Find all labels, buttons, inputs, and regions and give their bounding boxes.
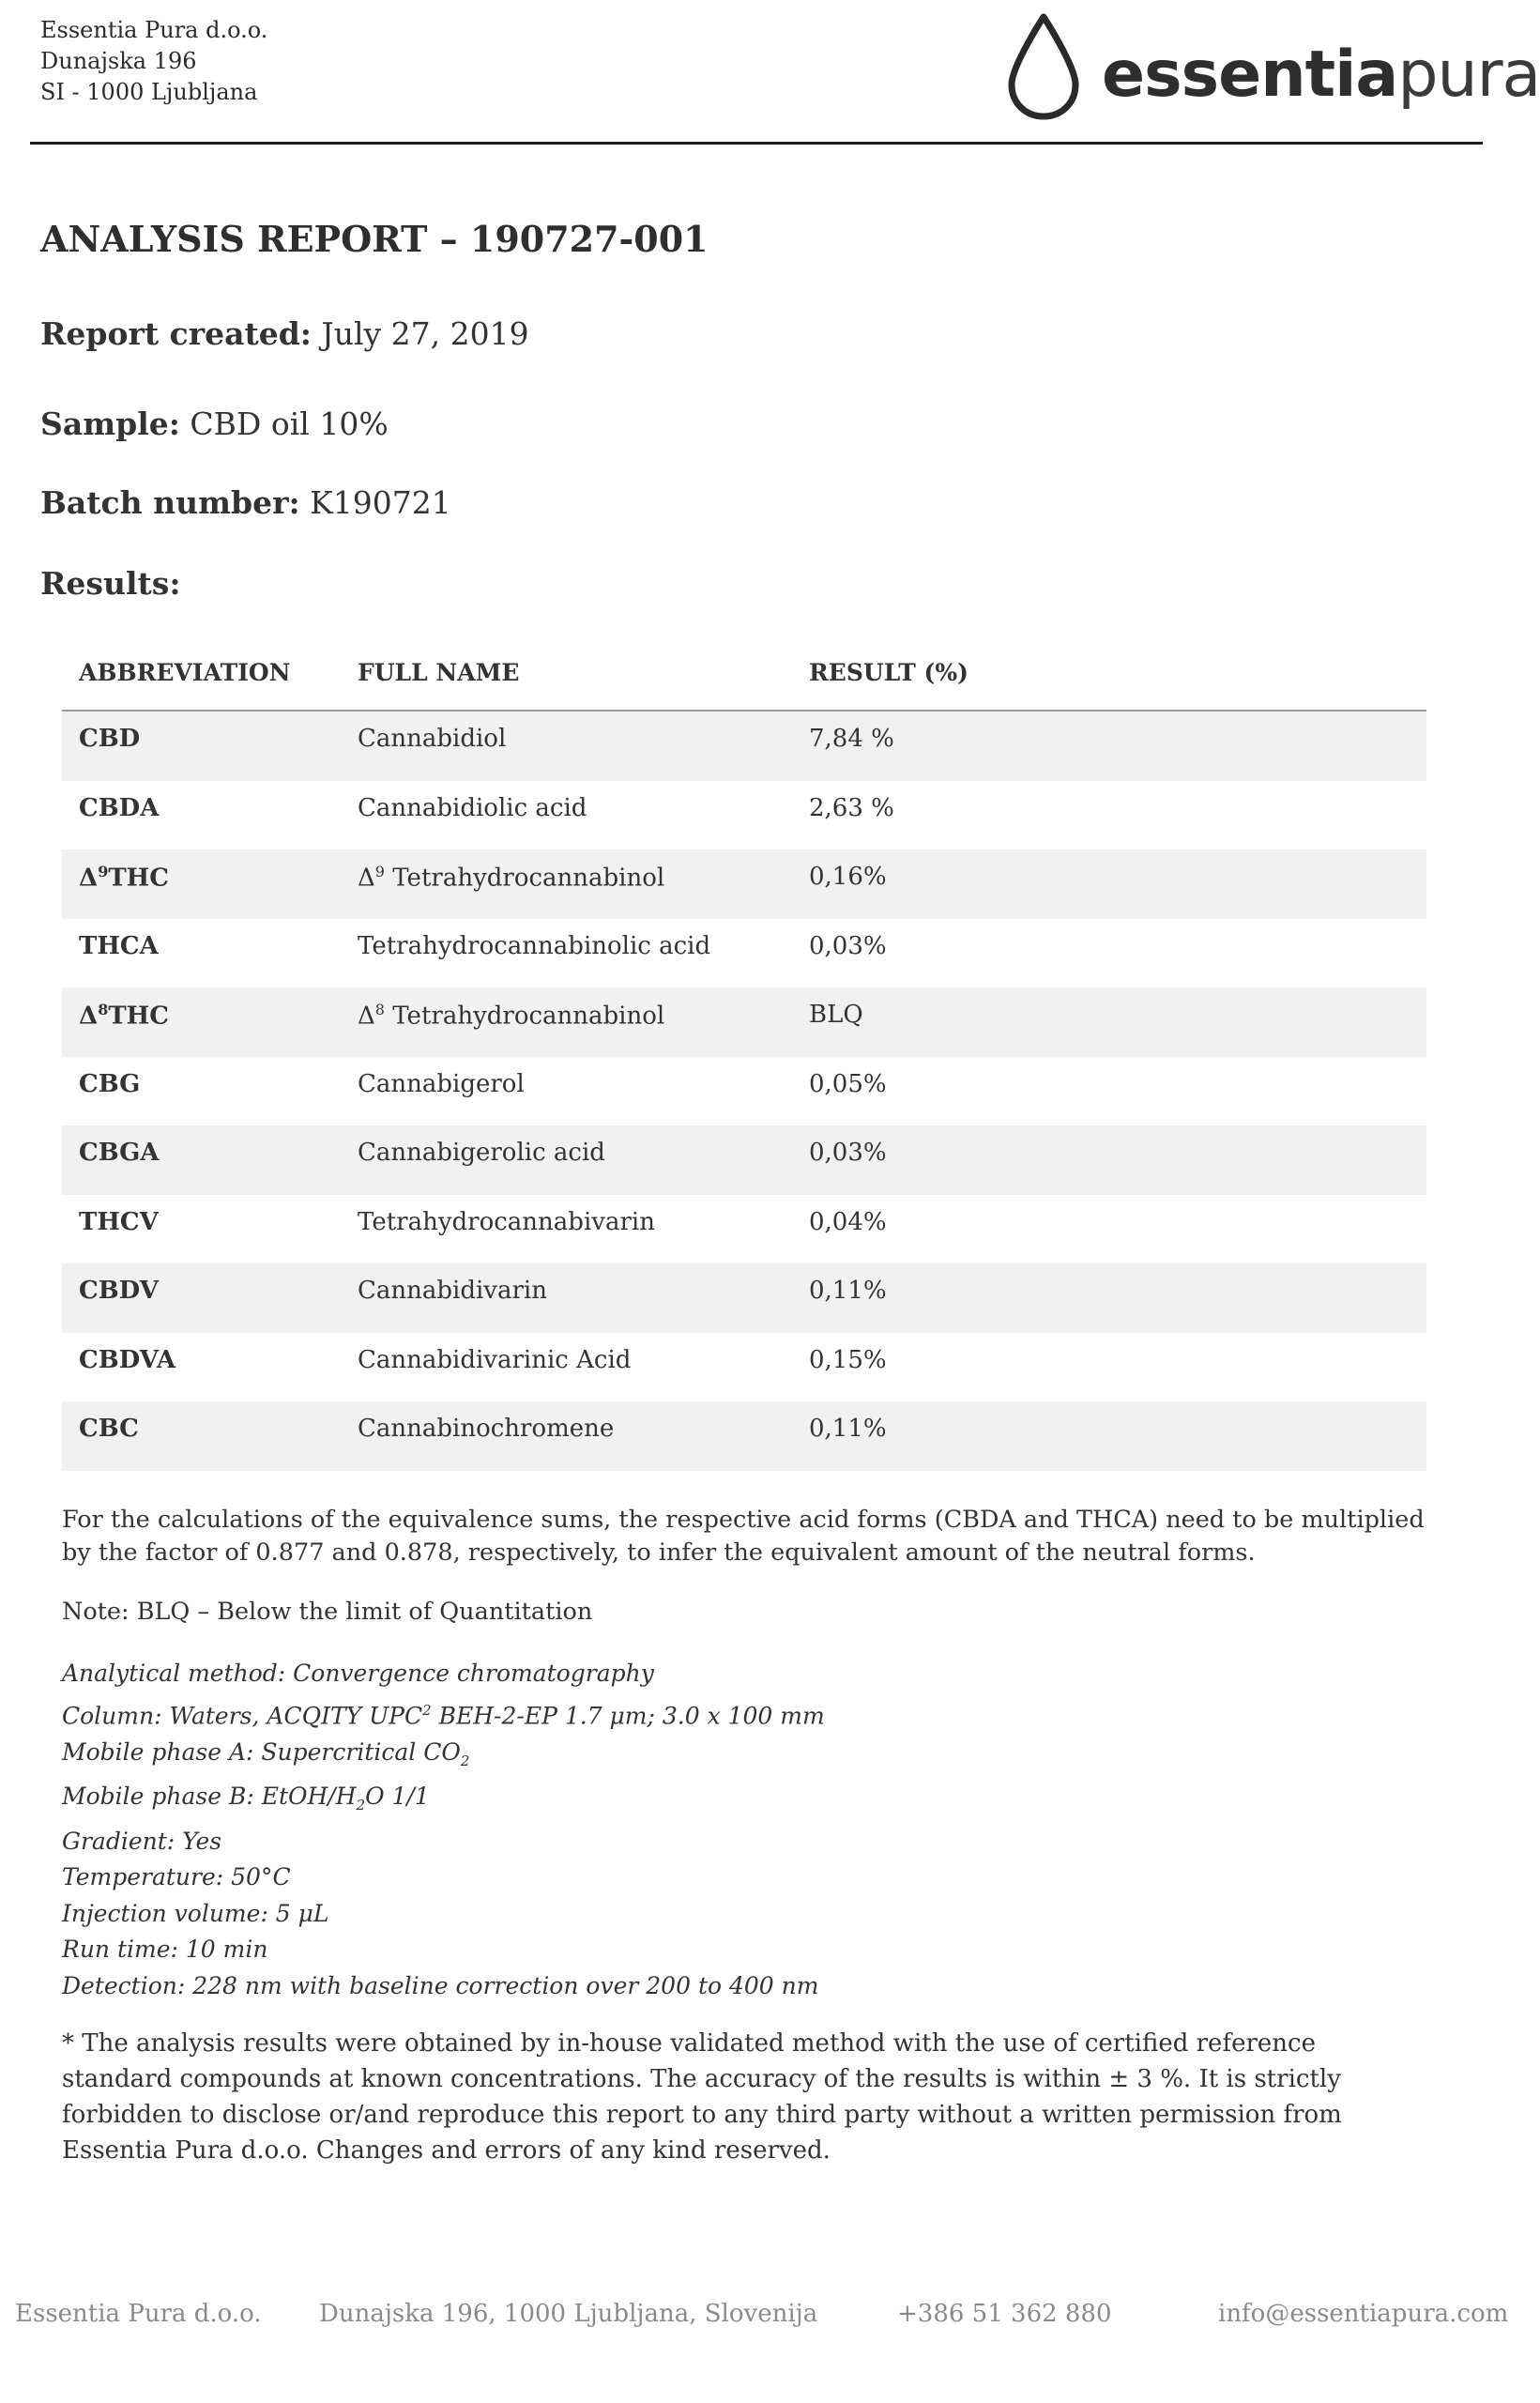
cell-full-name: Tetrahydrocannabivarin <box>358 1207 655 1236</box>
report-created <box>40 315 529 352</box>
analytical-method: Analytical method: Convergence chromatography <box>62 1660 654 1687</box>
table-row <box>62 1263 1426 1333</box>
cell-full-name <box>358 1001 664 1031</box>
header-abbreviation: ABBREVIATION <box>79 659 291 686</box>
delta-symbol: Δ <box>79 864 99 893</box>
disclaimer: * The analysis results were obtained by in-house validated method with the use of certified reference standard compounds at known concentrations. The accuracy of the results is within ± 3 %. It is strictly forbidden to disclose or/and reproduce this report to any third party without a written permission from Essentia Pura d.o.o. Changes and errors of any kind reserved. <box>62 2029 1342 2165</box>
cell-abbreviation: CBD <box>79 725 141 753</box>
report-created-label: Report created: <box>40 315 312 352</box>
superscript: 2 <box>422 1701 432 1719</box>
cell-abbreviation: CBG <box>79 1069 141 1098</box>
mobile-phase-b <box>62 1779 825 1824</box>
table-row <box>62 1401 1426 1471</box>
delta-symbol: Δ <box>358 1002 375 1031</box>
name-text: Tetrahydrocannabinol <box>392 864 665 893</box>
cell-full-name: Cannabigerolic acid <box>358 1139 605 1167</box>
name-text: Tetrahydrocannabinol <box>392 1002 665 1031</box>
logo-word-light: pura <box>1397 38 1540 112</box>
subscript: 2 <box>460 1752 470 1769</box>
method-details <box>62 1656 825 2005</box>
equivalence-note: For the calculations of the equivalence sums, the respective acid forms (CBDA and THCA) need to be multiplied by the factor of 0.877 and 0.878, respectively, to infer the equivalent amount of the neutral forms. <box>62 1506 1425 1567</box>
footer-company: Essentia Pura d.o.o. <box>15 2300 262 2328</box>
superscript: 9 <box>374 863 385 880</box>
run-time: Run time: 10 min <box>62 1936 268 1964</box>
report-created-value: July 27, 2019 <box>321 315 529 352</box>
phase-b-text: Mobile phase B: EtOH/H <box>62 1783 357 1811</box>
cell-result: 7,84 % <box>809 725 894 753</box>
batch-label: Batch number: <box>40 484 300 521</box>
column-text-rest: BEH-2-EP 1.7 μm; 3.0 x 100 mm <box>431 1701 825 1729</box>
table-row <box>62 1057 1426 1126</box>
batch-number <box>40 484 451 521</box>
mobile-phase-a <box>62 1735 825 1780</box>
cell-result: 0,11% <box>809 1277 887 1305</box>
cell-abbreviation: CBDV <box>79 1277 159 1305</box>
cell-full-name: Cannabigerol <box>358 1069 525 1098</box>
sample-value: CBD oil 10% <box>190 406 389 442</box>
delta-symbol: Δ <box>358 864 375 893</box>
footer-address: Dunajska 196, 1000 Ljubljana, Slovenija <box>319 2300 818 2328</box>
superscript: 9 <box>98 863 109 880</box>
cell-abbreviation <box>79 863 169 893</box>
sample-label: Sample: <box>40 406 180 442</box>
cell-result: BLQ <box>809 1001 863 1029</box>
injection-volume: Injection volume: 5 μL <box>62 1899 329 1927</box>
table-row <box>62 919 1426 988</box>
phase-b-text-rest: O 1/1 <box>365 1783 430 1811</box>
company-street: Dunajska 196 <box>40 48 197 74</box>
superscript: 8 <box>374 1001 385 1018</box>
column-text: Column: Waters, ACQITY UPC <box>62 1701 423 1729</box>
delta-symbol: Δ <box>79 1002 99 1031</box>
cell-abbreviation: CBDVA <box>79 1345 176 1374</box>
cell-full-name: Cannabidiolic acid <box>358 793 587 822</box>
sample <box>40 406 389 442</box>
cell-full-name: Cannabidivarin <box>358 1277 547 1305</box>
abbr-text: THC <box>108 1002 169 1031</box>
table-row <box>62 987 1426 1057</box>
table-row <box>62 781 1426 850</box>
cell-result: 0,16% <box>809 863 887 891</box>
header-divider <box>30 142 1483 145</box>
cell-full-name: Cannabidiol <box>358 725 507 753</box>
phase-a-text: Mobile phase A: Supercritical CO <box>62 1737 461 1766</box>
footer-phone[interactable]: +386 51 362 880 <box>897 2300 1112 2328</box>
abbr-text: THC <box>108 864 169 893</box>
logo-word-bold: essentia <box>1102 38 1398 112</box>
detection: Detection: 228 nm with baseline correction over 200 to 400 nm <box>62 1972 819 2000</box>
cell-full-name <box>358 863 664 893</box>
cell-result: 0,11% <box>809 1415 887 1443</box>
table-row <box>62 1195 1426 1264</box>
header-full-name: FULL NAME <box>358 659 520 686</box>
subscript: 2 <box>356 1797 366 1814</box>
cell-abbreviation: THCA <box>79 931 159 960</box>
cell-full-name: Cannabidivarinic Acid <box>358 1345 632 1374</box>
company-city: SI - 1000 Ljubljana <box>40 79 258 105</box>
results-table <box>62 648 1426 1471</box>
table-row <box>62 849 1426 919</box>
gradient: Gradient: Yes <box>62 1827 222 1855</box>
cell-result: 0,04% <box>809 1207 887 1236</box>
cell-abbreviation: CBGA <box>79 1139 160 1167</box>
cell-result: 0,03% <box>809 1139 887 1167</box>
batch-value: K190721 <box>310 484 451 521</box>
header-result: RESULT (%) <box>809 659 968 686</box>
results-label: Results: <box>40 565 181 602</box>
cell-result: 0,03% <box>809 931 887 960</box>
column-info <box>62 1692 825 1735</box>
report-title: ANALYSIS REPORT – 190727-001 <box>40 218 709 260</box>
temperature: Temperature: 50°C <box>62 1863 291 1891</box>
cell-result: 0,15% <box>809 1345 887 1374</box>
table-row <box>62 1333 1426 1402</box>
cell-result: 2,63 % <box>809 793 894 822</box>
cell-full-name: Cannabinochromene <box>358 1415 615 1443</box>
blq-note: Note: BLQ – Below the limit of Quantitation <box>62 1598 593 1626</box>
company-name: Essentia Pura d.o.o. <box>40 17 268 43</box>
cell-abbreviation: CBC <box>79 1415 139 1443</box>
superscript: 8 <box>98 1001 109 1018</box>
table-row <box>62 1125 1426 1195</box>
company-logo <box>1006 13 1540 122</box>
cell-result: 0,05% <box>809 1069 887 1098</box>
table-row <box>62 712 1426 781</box>
logo-wordmark <box>1102 38 1540 113</box>
cell-full-name: Tetrahydrocannabinolic acid <box>358 931 711 960</box>
cell-abbreviation <box>79 1001 169 1031</box>
cell-abbreviation: THCV <box>79 1207 159 1236</box>
company-address <box>40 15 267 108</box>
table-header <box>62 648 1426 712</box>
footer-email[interactable]: info@essentiapura.com <box>1218 2300 1509 2328</box>
cell-abbreviation: CBDA <box>79 793 160 822</box>
droplet-icon <box>1006 13 1081 122</box>
